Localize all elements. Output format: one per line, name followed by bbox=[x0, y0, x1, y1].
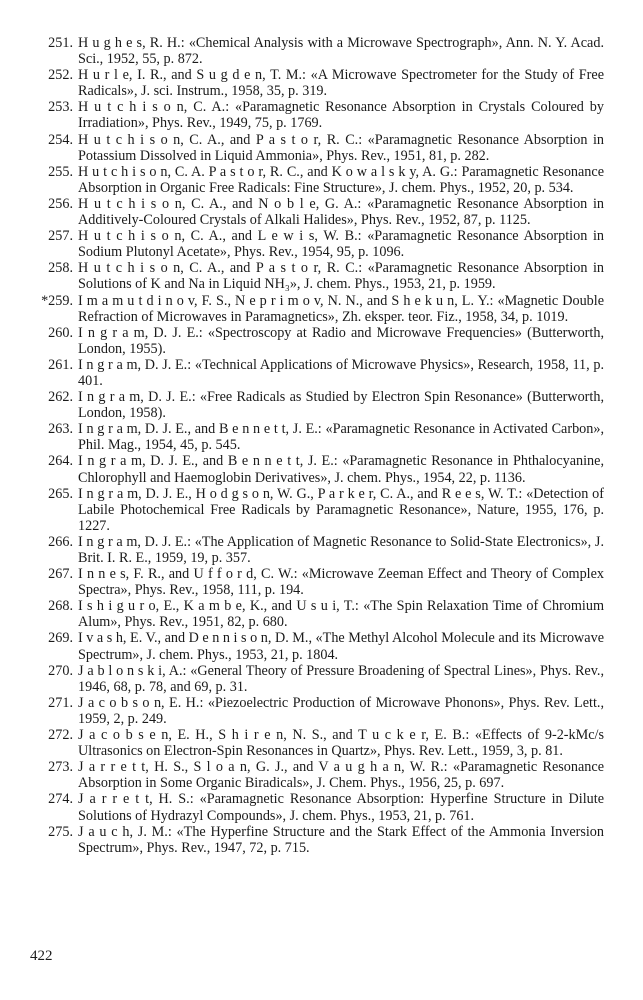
page-number: 422 bbox=[30, 948, 53, 964]
reference-text: I s h i g u r o, E., K a m b e, K., and U s u i, T.: «The Spin Relaxation Time of Chromium Alum», Phys. Rev., 1951, 82, p. 680. bbox=[78, 598, 604, 631]
reference-number: 273. bbox=[48, 759, 73, 776]
reference-number: 260. bbox=[48, 324, 73, 341]
reference-item bbox=[20, 196, 604, 228]
reference-item bbox=[20, 132, 604, 164]
reference-item bbox=[20, 389, 604, 421]
reference-text: H u t c h i s o n, C. A., and N o b l e, G. A.: «Paramagnetic Resonance Absorption in Additively-Coloured Crystals of Alkali Halides», Phys. Rev., 1952, 87, p. 1125. bbox=[78, 195, 604, 229]
reference-number: 267. bbox=[48, 566, 73, 583]
reference-text: H u g h e s, R. H.: «Chemical Analysis with a Microwave Spectrograph», Ann. N. Y. Acad. Sci., 1952, 55, p. 872. bbox=[78, 35, 604, 68]
reference-text: H u t c h i s o n, C. A., and L e w i s, W. B.: «Paramagnetic Resonance Absorption in Sodium Plutonyl Acetate», Phys. Rev., 1954, 95, p. 1096. bbox=[78, 228, 604, 261]
reference-item bbox=[20, 759, 604, 791]
reference-number: 255. bbox=[48, 163, 73, 180]
reference-item bbox=[20, 824, 604, 856]
reference-number: 258. bbox=[48, 260, 73, 277]
reference-text: H u t c h i s o n, C. A., and P a s t o r, R. C.: «Paramagnetic Resonance Absorption in Potassium Dissolved in Liquid Ammonia», Phys. Rev., 1951, 81, p. 282. bbox=[78, 131, 604, 164]
reference-number: 269. bbox=[48, 630, 73, 647]
reference-number: 275. bbox=[48, 823, 73, 840]
reference-item bbox=[20, 727, 604, 759]
reference-text: H u t c h i s o n, C. A.: «Paramagnetic Resonance Absorption in Crystals Coloured by Irradiation», Phys. Rev., 1949, 75, p. 1769. bbox=[78, 99, 604, 132]
reference-item bbox=[20, 486, 604, 534]
reference-number: 256. bbox=[48, 195, 73, 212]
reference-text: I n g r a m, D. J. E.: «Spectroscopy at Radio and Microwave Frequencies» (Butterworth, London, 1955). bbox=[78, 324, 604, 357]
reference-item bbox=[20, 228, 604, 260]
reference-text: I n g r a m, D. J. E.: «Free Radicals as Studied by Electron Spin Resonance» (Butterworth, London, 1958). bbox=[78, 389, 604, 422]
reference-number: 261. bbox=[48, 356, 73, 373]
reference-item bbox=[20, 164, 604, 196]
reference-number: 272. bbox=[48, 727, 73, 744]
reference-text: I m a m u t d i n o v, F. S., N e p r i m o v, N. N., and S h e k u n, L. Y.: «Magnetic Double Refraction of Microwaves in Paramagnetics», Zh. eksper. teor. Fiz., 1958, 34, p. 1019. bbox=[78, 292, 604, 325]
reference-text: I n g r a m, D. J. E., and B e n n e t t, J. E.: «Paramagnetic Resonance in Activated Carbon», Phil. Mag., 1954, 45, p. 545. bbox=[78, 421, 604, 454]
reference-number: 252. bbox=[48, 67, 73, 84]
reference-item bbox=[20, 99, 604, 131]
reference-text: I n g r a m, D. J. E.: «Technical Applications of Microwave Physics», Research, 1958, 11, p. 401. bbox=[78, 356, 604, 389]
reference-list bbox=[20, 35, 604, 856]
reference-text: I n g r a m, D. J. E., and B e n n e t t, J. E.: «Paramagnetic Resonance in Phthalocyanine, Chlorophyll and Haemoglobin Derivatives», J. chem. Phys., 1954, 22, p. 1136. bbox=[78, 453, 604, 486]
reference-text: J a c o b s e n, E. H., S h i r e n, N. S., and T u c k e r, E. B.: «Effects of 9-2-kMc/s Ultrasonics on Electron-Spin Resonances in Quartz», Phys. Rev. Lett., 1959, 3, p. 81. bbox=[78, 727, 604, 760]
reference-text: I n g r a m, D. J. E., H o d g s o n, W. G., P a r k e r, C. A., and R e e s, W. T.: «Detection of Labile Photochemical Free Radicals by Paramagnetic Resonance», Nature, 1955, 176, p. 1227. bbox=[78, 485, 604, 534]
reference-item bbox=[20, 325, 604, 357]
reference-text: H u t c h i s o n, C. A. P a s t o r, R. C., and K o w a l s k y, A. G.: Paramagnetic Resonance Absorption in Organic Free Radicals: Fine Structure», J. chem. Phys., 1952, 20, p. 534. bbox=[78, 163, 604, 196]
reference-number: 264. bbox=[48, 453, 73, 470]
reference-item bbox=[20, 566, 604, 598]
reference-item bbox=[20, 598, 604, 630]
reference-text: I n n e s, F. R., and U f f o r d, C. W.: «Microwave Zeeman Effect and Theory of Complex Spectra», Phys. Rev., 1958, 111, p. 194. bbox=[78, 566, 604, 599]
reference-item bbox=[20, 421, 604, 453]
reference-number: 254. bbox=[48, 131, 73, 148]
reference-text: J a c o b s o n, E. H.: «Piezoelectric Production of Microwave Phonons», Phys. Rev. Lett., 1959, 2, p. 249. bbox=[78, 694, 604, 727]
reference-item bbox=[20, 534, 604, 566]
reference-item bbox=[20, 293, 604, 325]
reference-number: 253. bbox=[48, 99, 73, 116]
reference-item bbox=[20, 695, 604, 727]
reference-item bbox=[20, 630, 604, 662]
reference-item bbox=[20, 35, 604, 67]
reference-number: 274. bbox=[48, 791, 73, 808]
reference-number: 262. bbox=[48, 389, 73, 406]
reference-number: *259. bbox=[41, 292, 73, 309]
reference-text: J a r r e t t, H. S., S l o a n, G. J., and V a u g h a n, W. R.: «Paramagnetic Resonance Absorption in Some Organic Biradicals», J. Chem. Phys., 1956, 25, p. 697. bbox=[78, 759, 604, 792]
reference-text: J a r r e t t, H. S.: «Paramagnetic Resonance Absorption: Hyperfine Structure in Dilute Solutions of Hydrazyl Compounds», J. chem. Phys., 1953, 21, p. 761. bbox=[78, 791, 604, 824]
reference-item bbox=[20, 663, 604, 695]
reference-number: 265. bbox=[48, 485, 73, 502]
reference-number: 263. bbox=[48, 421, 73, 438]
reference-number: 266. bbox=[48, 533, 73, 550]
reference-text: H u t c h i s o n, C. A., and P a s t o r, R. C.: «Paramagnetic Resonance Absorption in Solutions of K and Na in Liquid NH₃», J. chem. Phys., 1953, 21, p. 1959. bbox=[78, 260, 604, 293]
reference-item bbox=[20, 453, 604, 485]
reference-number: 270. bbox=[48, 662, 73, 679]
reference-item bbox=[20, 357, 604, 389]
reference-text: J a b l o n s k i, A.: «General Theory of Pressure Broadening of Spectral Lines», Phys. Rev., 1946, 68, p. 78, and 69, p. 31. bbox=[78, 662, 604, 695]
reference-number: 271. bbox=[48, 694, 73, 711]
reference-text: H u r l e, I. R., and S u g d e n, T. M.: «A Microwave Spectrometer for the Study of Free Radicals», J. sci. Instrum., 1958, 35, p. 319. bbox=[78, 67, 604, 100]
reference-text: J a u c h, J. M.: «The Hyperfine Structure and the Stark Effect of the Ammonia Inversion Spectrum», Phys. Rev., 1947, 72, p. 715. bbox=[78, 823, 604, 856]
reference-item bbox=[20, 791, 604, 823]
reference-text: I v a s h, E. V., and D e n n i s o n, D. M., «The Methyl Alcohol Molecule and its Microwave Spectrum», J. chem. Phys., 1953, 21, p. 1804. bbox=[78, 630, 604, 663]
reference-number: 257. bbox=[48, 228, 73, 245]
reference-text: I n g r a m, D. J. E.: «The Application of Magnetic Resonance to Solid-State Electronics», J. Brit. I. R. E., 1959, 19, p. 357. bbox=[78, 533, 604, 566]
reference-item bbox=[20, 260, 604, 292]
reference-item bbox=[20, 67, 604, 99]
reference-number: 268. bbox=[48, 598, 73, 615]
reference-number: 251. bbox=[48, 35, 73, 51]
